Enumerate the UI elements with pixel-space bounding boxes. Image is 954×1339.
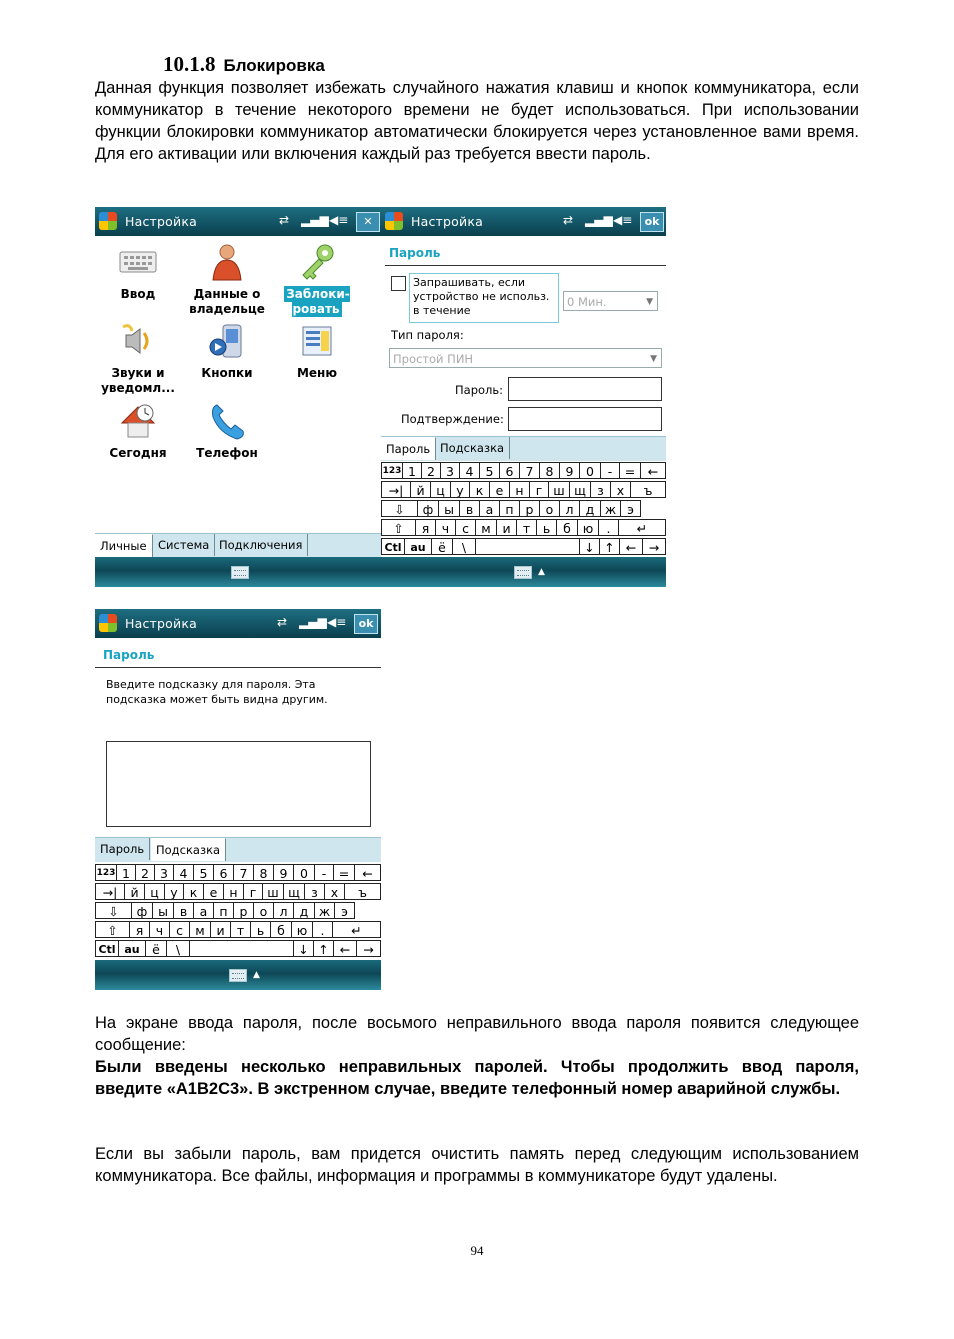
backspace-key[interactable]: ← <box>640 462 666 479</box>
key[interactable]: ц <box>144 883 165 900</box>
key[interactable]: 6 <box>499 462 520 479</box>
key[interactable]: я <box>415 519 436 536</box>
password-field[interactable] <box>508 377 662 401</box>
key[interactable]: й <box>410 481 431 498</box>
key[interactable]: ё <box>431 538 453 555</box>
key[interactable]: 4 <box>173 864 194 881</box>
keyboard-toggle-icon[interactable] <box>229 969 247 982</box>
key[interactable]: ч <box>435 519 456 536</box>
warning-intro: На экране ввода пароля, после восьмого неправильного ввода пароля появится следующее сообщение: <box>95 1014 859 1054</box>
sync-icon[interactable]: ⇄ <box>277 615 288 629</box>
windows-start-icon[interactable] <box>385 212 403 230</box>
password-type-label: Тип пароля: <box>391 328 464 342</box>
settings-tabs <box>95 533 383 558</box>
keyboard-row <box>381 500 666 519</box>
shift-key[interactable]: ⇧ <box>95 921 130 938</box>
lock-label: Заблоки-ровать <box>286 287 350 316</box>
input-item[interactable] <box>98 242 178 302</box>
keyboard-toggle-icon[interactable] <box>514 566 532 579</box>
menu-icon <box>297 321 337 361</box>
key[interactable]: 123 <box>381 462 403 479</box>
key[interactable]: 123 <box>95 864 117 881</box>
divider <box>385 265 666 266</box>
key[interactable]: ь <box>536 519 557 536</box>
key[interactable]: м <box>189 921 211 938</box>
buttons-icon <box>207 321 247 361</box>
key[interactable]: ю <box>577 519 599 536</box>
settings-screen <box>95 207 383 587</box>
speaker-icon[interactable]: ◀≡ <box>329 213 349 227</box>
intro-paragraph: Данная функция позволяет избежать случайного нажатия клавиш и кнопок коммуникатора, если коммуникатор в течение некоторого времени не будет использоваться. При использовании функции блокировки коммуникатор автоматически блокируется через установленное вами время. Для его активации или включения каждый раз требуется ввести пароль. <box>95 79 859 163</box>
key[interactable]: 6 <box>213 864 234 881</box>
key[interactable]: = <box>333 864 355 881</box>
menu-item[interactable] <box>277 321 357 381</box>
key[interactable]: 7 <box>519 462 540 479</box>
enter-key[interactable]: ↵ <box>332 921 381 938</box>
ctrl-key[interactable]: Ctl <box>95 940 119 957</box>
keyboard-toggle-icon[interactable] <box>231 566 249 579</box>
arrow-down-key[interactable]: ↓ <box>579 538 600 555</box>
titlebar-title: Настройка <box>411 214 483 229</box>
key[interactable]: п <box>499 500 520 517</box>
key[interactable]: 1 <box>116 864 136 881</box>
key[interactable]: 2 <box>135 864 155 881</box>
key[interactable]: т <box>516 519 537 536</box>
key[interactable]: с <box>455 519 476 536</box>
soft-keyboard <box>95 864 381 960</box>
key[interactable]: ч <box>149 921 170 938</box>
space-key[interactable] <box>475 538 580 555</box>
key[interactable]: с <box>169 921 190 938</box>
key[interactable]: е <box>203 883 224 900</box>
key[interactable]: к <box>183 883 204 900</box>
owner-info-item[interactable] <box>187 242 267 317</box>
page-number: 94 <box>470 1243 484 1258</box>
key[interactable]: 1 <box>402 462 422 479</box>
input-label: Ввод <box>120 287 156 301</box>
owner-icon <box>207 242 247 282</box>
key[interactable]: б <box>556 519 578 536</box>
arrow-up-key[interactable]: ↑ <box>313 940 334 957</box>
key[interactable]: н <box>223 883 244 900</box>
titlebar <box>95 207 383 236</box>
key[interactable]: ф <box>417 500 439 517</box>
key[interactable]: р <box>519 500 540 517</box>
prompt-checkbox-label: Запрашивать, если устройство не использ. в течение <box>409 273 559 323</box>
signal-icon[interactable]: ▂▄▆ <box>301 213 329 227</box>
prompt-checkbox[interactable] <box>391 276 406 291</box>
key[interactable]: 9 <box>273 864 294 881</box>
bottom-bar <box>95 960 381 990</box>
key[interactable]: й <box>124 883 145 900</box>
key[interactable]: ы <box>152 902 174 919</box>
tab-key[interactable]: →| <box>95 883 125 900</box>
bottom-bar <box>381 557 666 587</box>
key[interactable]: п <box>213 902 234 919</box>
key[interactable]: - <box>600 462 620 479</box>
password-screen <box>381 207 666 587</box>
key[interactable]: н <box>509 481 530 498</box>
key[interactable]: \ <box>166 940 190 957</box>
caps-key[interactable]: ⇩ <box>95 902 132 919</box>
arrow-down-key[interactable]: ↓ <box>293 940 314 957</box>
key[interactable]: а <box>479 500 500 517</box>
key[interactable]: з <box>590 481 611 498</box>
shift-key[interactable]: ⇧ <box>381 519 416 536</box>
key[interactable]: 2 <box>421 462 441 479</box>
ok-button[interactable]: ok <box>640 212 664 232</box>
phone-item[interactable] <box>187 401 267 461</box>
key[interactable]: э <box>334 902 355 919</box>
chevron-down-icon: ▼ <box>646 297 653 307</box>
key[interactable]: ъ <box>630 481 666 498</box>
key[interactable]: 8 <box>539 462 560 479</box>
hint-screen <box>95 609 381 990</box>
timeout-value: 0 Мин. <box>567 295 607 309</box>
chevron-down-icon: ▼ <box>650 354 657 364</box>
key[interactable]: 5 <box>479 462 500 479</box>
key[interactable]: щ <box>283 883 305 900</box>
key[interactable]: 0 <box>579 462 601 479</box>
key[interactable]: г <box>529 481 549 498</box>
key[interactable]: х <box>324 883 345 900</box>
hint-textarea[interactable] <box>106 741 371 827</box>
key[interactable]: ъ <box>344 883 381 900</box>
backspace-key[interactable]: ← <box>354 864 381 881</box>
caps-key[interactable]: ⇩ <box>381 500 418 517</box>
windows-start-icon[interactable] <box>99 614 117 632</box>
key[interactable]: д <box>293 902 315 919</box>
ok-button[interactable]: ok <box>354 614 378 634</box>
speaker-icon[interactable]: ◀≡ <box>327 615 347 629</box>
buttons-label: Кнопки <box>201 366 253 380</box>
tab-personal[interactable]: Личные <box>95 534 153 557</box>
keyboard-row <box>95 883 381 902</box>
key[interactable]: - <box>314 864 334 881</box>
key[interactable]: 3 <box>440 462 460 479</box>
divider <box>95 667 381 668</box>
windows-start-icon[interactable] <box>99 212 117 230</box>
section-title: Пароль <box>103 648 155 662</box>
key[interactable]: 9 <box>559 462 580 479</box>
today-icon <box>118 401 158 441</box>
phone-icon <box>207 401 247 441</box>
key[interactable]: я <box>129 921 150 938</box>
key[interactable]: о <box>539 500 560 517</box>
owner-label: Данные о владельце <box>189 287 265 316</box>
key[interactable]: е <box>489 481 510 498</box>
key[interactable]: а <box>193 902 214 919</box>
password-tabs <box>381 436 666 461</box>
arrow-up-key[interactable]: ↑ <box>599 538 620 555</box>
keyboard-icon <box>118 242 158 282</box>
sounds-icon <box>118 321 158 361</box>
titlebar-title: Настройка <box>125 616 197 631</box>
key[interactable]: ж <box>600 500 621 517</box>
confirm-label: Подтверждение: <box>401 412 504 426</box>
arrow-right-key[interactable]: → <box>642 538 666 555</box>
today-item[interactable] <box>98 401 178 461</box>
tab-password[interactable]: Пароль <box>95 838 150 860</box>
key[interactable]: х <box>610 481 631 498</box>
key[interactable]: д <box>579 500 601 517</box>
au-key[interactable]: au <box>404 538 432 555</box>
space-key[interactable] <box>189 940 294 957</box>
key[interactable]: э <box>620 500 641 517</box>
key[interactable]: з <box>304 883 325 900</box>
tab-hint[interactable]: Подсказка <box>435 437 510 459</box>
soft-keyboard <box>381 462 666 558</box>
key[interactable]: . <box>598 519 619 536</box>
key[interactable]: р <box>233 902 254 919</box>
sync-icon[interactable]: ⇄ <box>279 213 290 227</box>
section-title: Пароль <box>389 246 441 260</box>
caret-up-icon[interactable]: ▲ <box>538 567 545 577</box>
keyboard-row <box>381 519 666 538</box>
key[interactable]: ё <box>145 940 167 957</box>
key[interactable]: ы <box>438 500 460 517</box>
key[interactable]: у <box>450 481 470 498</box>
section-number: 10.1.8 <box>163 52 216 76</box>
key[interactable]: б <box>270 921 292 938</box>
tab-key[interactable]: →| <box>381 481 411 498</box>
titlebar-title: Настройка <box>125 214 197 229</box>
key[interactable]: к <box>469 481 490 498</box>
key-icon <box>297 242 337 282</box>
keyboard-row <box>95 902 381 921</box>
sounds-label: Звуки и уведомл... <box>101 366 175 395</box>
keyboard-row <box>95 940 381 959</box>
key[interactable]: л <box>559 500 580 517</box>
titlebar <box>381 207 666 236</box>
signal-icon[interactable]: ▂▄▆ <box>585 213 613 227</box>
keyboard-row <box>381 462 666 481</box>
keyboard-row <box>95 864 381 883</box>
key[interactable]: т <box>230 921 251 938</box>
menu-label: Меню <box>296 366 338 380</box>
password-type-value: Простой ПИН <box>393 352 474 366</box>
arrow-left-key[interactable]: ← <box>619 538 643 555</box>
signal-icon[interactable]: ▂▄▆ <box>299 615 327 629</box>
forgot-password-paragraph: Если вы забыли пароль, вам придется очистить память перед следующим использованием коммуникатора. Все файлы, информация и программы в коммуникаторе будут удалены. <box>95 1145 859 1185</box>
arrow-right-key[interactable]: → <box>356 940 381 957</box>
key[interactable]: 0 <box>293 864 315 881</box>
tab-system[interactable]: Система <box>153 534 215 556</box>
section-heading <box>163 52 325 77</box>
password-tabs <box>95 837 381 862</box>
close-button[interactable]: ✕ <box>356 212 380 232</box>
key[interactable]: у <box>164 883 184 900</box>
key[interactable]: ш <box>548 481 570 498</box>
confirm-field[interactable] <box>508 407 662 431</box>
key[interactable]: и <box>210 921 231 938</box>
key[interactable]: м <box>475 519 497 536</box>
key[interactable]: о <box>253 902 274 919</box>
key[interactable]: ж <box>314 902 335 919</box>
caret-up-icon[interactable]: ▲ <box>253 970 260 980</box>
au-key[interactable]: au <box>118 940 146 957</box>
key[interactable]: = <box>619 462 641 479</box>
key[interactable]: ф <box>131 902 153 919</box>
key[interactable]: ц <box>430 481 451 498</box>
section-title: Блокировка <box>223 56 325 75</box>
key[interactable]: 8 <box>253 864 274 881</box>
key[interactable]: 3 <box>154 864 174 881</box>
timeout-select[interactable] <box>563 291 658 311</box>
titlebar <box>95 609 381 638</box>
buttons-item[interactable] <box>187 321 267 381</box>
keyboard-row <box>381 481 666 500</box>
password-type-select[interactable] <box>389 348 662 368</box>
hint-instructions: Введите подсказку для пароля. Эта подсказка может быть видна другим. <box>106 678 328 706</box>
ctrl-key[interactable]: Ctl <box>381 538 405 555</box>
key[interactable]: л <box>273 902 294 919</box>
key[interactable]: 4 <box>459 462 480 479</box>
key[interactable]: в <box>459 500 480 517</box>
tab-connections[interactable]: Подключения <box>214 534 308 556</box>
tab-hint[interactable]: Подсказка <box>151 838 226 861</box>
today-label: Сегодня <box>109 446 167 460</box>
arrow-left-key[interactable]: ← <box>333 940 357 957</box>
key[interactable]: в <box>173 902 194 919</box>
key[interactable]: . <box>312 921 333 938</box>
sync-icon[interactable]: ⇄ <box>563 213 574 227</box>
keyboard-row <box>381 538 666 557</box>
key[interactable]: и <box>496 519 517 536</box>
key[interactable]: щ <box>569 481 591 498</box>
warning-message: Были введены несколько неправильных паролей. Чтобы продолжить ввод пароля, введите «A1B2C3». В экстренном случае, введите телефонный номер аварийной службы. <box>95 1058 859 1098</box>
key[interactable]: \ <box>452 538 476 555</box>
key[interactable]: 5 <box>193 864 214 881</box>
key[interactable]: ь <box>250 921 271 938</box>
enter-key[interactable]: ↵ <box>618 519 666 536</box>
key[interactable]: ю <box>291 921 313 938</box>
key[interactable]: 7 <box>233 864 254 881</box>
phone-label: Телефон <box>196 446 258 460</box>
keyboard-row <box>95 921 381 940</box>
speaker-icon[interactable]: ◀≡ <box>613 213 633 227</box>
tab-password[interactable]: Пароль <box>381 437 436 460</box>
sounds-item[interactable] <box>98 321 178 396</box>
key[interactable]: ш <box>262 883 284 900</box>
key[interactable]: г <box>243 883 263 900</box>
bottom-bar <box>95 557 383 587</box>
password-label: Пароль: <box>455 383 504 397</box>
lock-item[interactable] <box>277 242 357 317</box>
